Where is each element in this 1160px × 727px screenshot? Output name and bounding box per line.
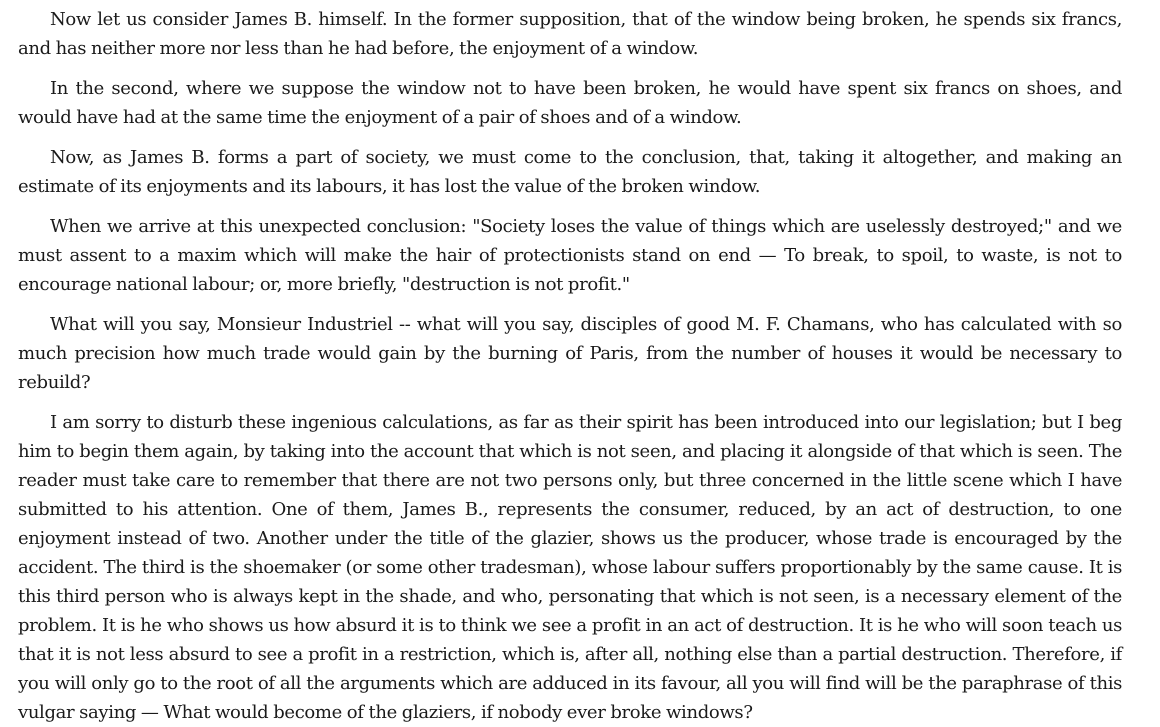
paragraph-1: Now let us consider James B. himself. In the former supposition, that of the window being broken, he spends six francs, and has neither more nor less than he had before, the enjoyment of a window. xyxy=(18,9,1122,59)
paragraph-2: In the second, where we suppose the window not to have been broken, he would have spent six francs on shoes, and would have had at the same time the enjoyment of a pair of shoes and of a window. xyxy=(18,78,1122,128)
paragraph-6: I am sorry to disturb these ingenious calculations, as far as their spirit has been introduced into our legislation; but I beg him to begin them again, by taking into the account that which is not seen, and placing it alongside of that which is seen. The reader must take care to remember that there are not two persons only, but three concerned in the little scene which I have submitted to his attention. One of them, James B., represents the consumer, reduced, by an act of destruction, to one enjoyment instead of two. Another under the title of the glazier, shows us the producer, whose trade is encouraged by the accident. The third is the shoemaker (or some other tradesman), whose labour suffers proportionably by the same cause. It is this third person who is always kept in the shade, and who, personating that which is not seen, is a necessary element of the problem. It is he who shows us how absurd it is to think we see a profit in an act of destruction. It is he who will soon teach us that it is not less absurd to see a profit in a restriction, which is, after all, nothing else than a partial destruction. Therefore, if you will only go to the root of all the arguments which are adduced in its favour, all you will find will be the paraphrase of this vulgar saying — What would become of the glaziers, if nobody ever broke windows? xyxy=(18,412,1122,723)
paragraph-3: Now, as James B. forms a part of society, we must come to the conclusion, that, taking it altogether, and making an estimate of its enjoyments and its labours, it has lost the value of the broken window. xyxy=(18,147,1122,197)
paragraph-5: What will you say, Monsieur Industriel -- what will you say, disciples of good M. F. Chamans, who has calculated with so much precision how much trade would gain by the burning of Paris, from the number of houses it would be necessary to rebuild? xyxy=(18,314,1122,393)
paragraph-4: When we arrive at this unexpected conclusion: "Society loses the value of things which are uselessly destroyed;" and we must assent to a maxim which will make the hair of protectionists stand on end — To break, to spoil, to waste, is not to encourage national labour; or, more briefly, "destruction is not profit." xyxy=(18,216,1122,295)
